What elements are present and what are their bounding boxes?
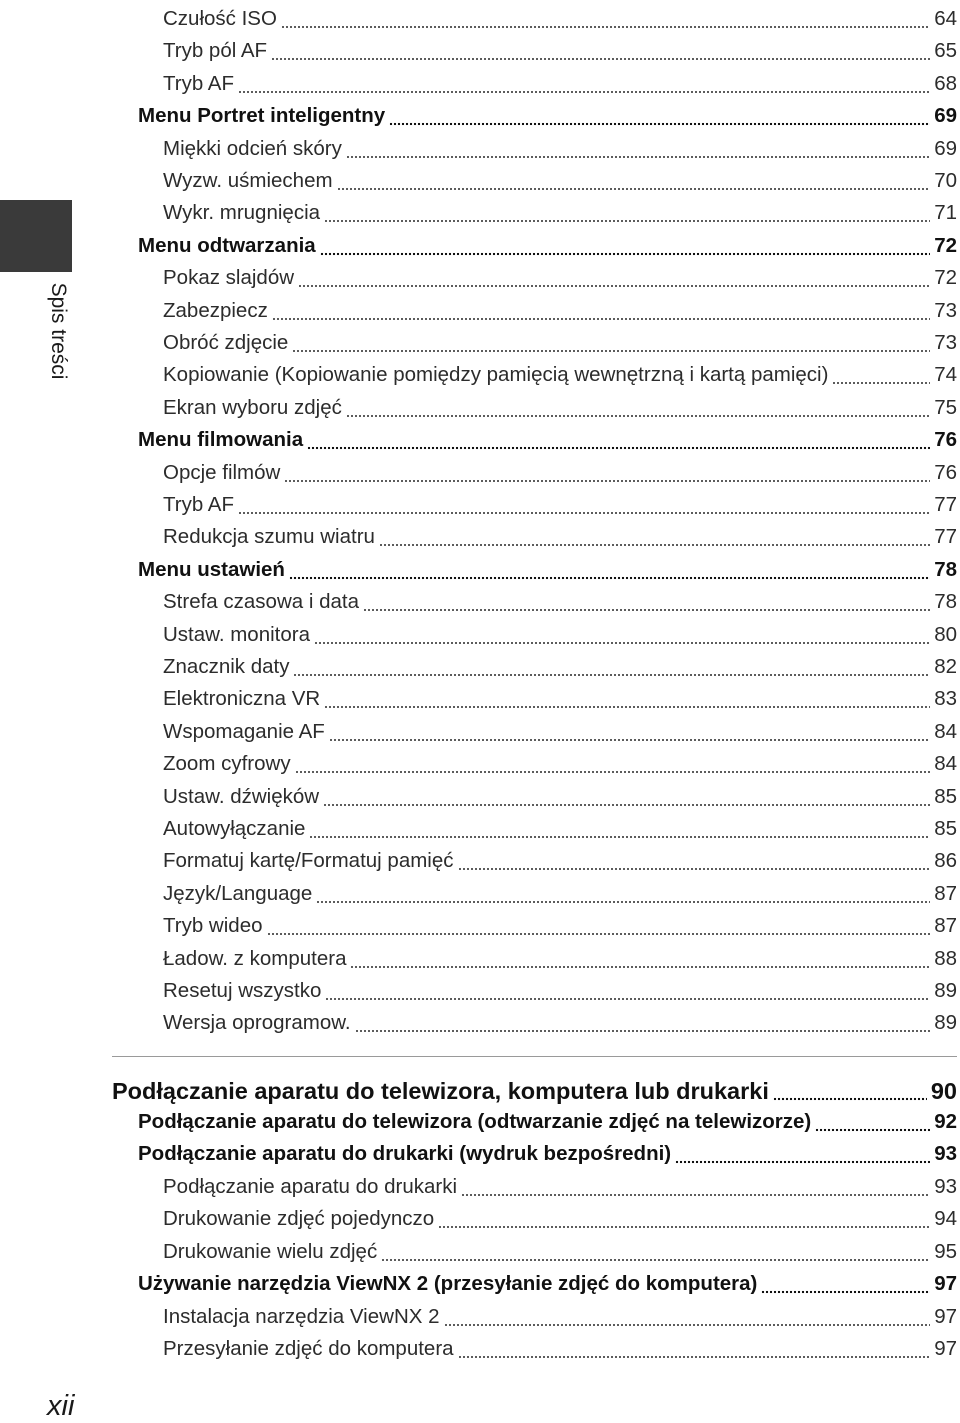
toc-entry-page: 95 (934, 1239, 957, 1263)
dot-leader (350, 946, 930, 972)
dot-leader (320, 233, 931, 259)
toc-entry-label: Wykr. mrugnięcia (163, 201, 321, 225)
toc-entry-label: Menu filmowania (138, 428, 304, 452)
toc-entry[interactable] (163, 972, 957, 1004)
toc-entry-label: Znacznik daty (163, 655, 290, 678)
dot-leader (675, 1141, 930, 1167)
toc-entry-label: Ustaw. dźwięków (163, 784, 320, 808)
toc-entry[interactable] (163, 778, 957, 810)
toc-entry-label: Tryb wideo (163, 914, 263, 938)
toc-entry[interactable] (163, 259, 957, 291)
toc-entry[interactable] (163, 940, 957, 972)
toc-entry[interactable] (163, 0, 957, 32)
toc-entry-label: Drukowanie zdjęć pojedynczo (163, 1207, 435, 1230)
toc-entry-page: 73 (934, 298, 957, 322)
toc-entry[interactable] (163, 1200, 957, 1232)
dot-leader (238, 492, 930, 518)
toc-entry[interactable] (163, 842, 957, 874)
dot-leader (324, 686, 930, 712)
toc-entry[interactable] (163, 324, 957, 356)
dot-leader (271, 38, 930, 64)
toc-entry-page: 85 (934, 784, 957, 808)
toc-entry-page: 70 (934, 169, 957, 192)
dot-leader (363, 589, 930, 615)
toc-entry-label: Czułość ISO (163, 7, 277, 30)
dot-leader (773, 1078, 927, 1104)
toc-entry[interactable] (163, 810, 957, 842)
dot-leader (832, 362, 930, 388)
toc-entry-page: 80 (934, 622, 957, 646)
toc-entry-page: 90 (930, 1078, 957, 1104)
dot-leader (281, 6, 930, 32)
toc-entry-page: 87 (934, 881, 957, 905)
toc-entry[interactable] (163, 486, 957, 518)
toc-entry-page: 68 (934, 71, 957, 95)
toc-entry[interactable] (163, 1004, 957, 1036)
toc-entry-label: Wyzw. uśmiechem (163, 169, 333, 192)
toc-entry-label: Podłączanie aparatu do telewizora (odtwarzanie zdjęć na telewizorze) (138, 1109, 812, 1133)
toc-entry-label: Elektroniczna VR (163, 687, 321, 711)
toc-entry-label: Przesyłanie zdjęć do komputera (163, 1337, 454, 1360)
page-number: xii (47, 1390, 75, 1422)
toc-entry-page: 87 (934, 914, 957, 938)
toc-entry-label: Resetuj wszystko (163, 979, 322, 1002)
toc-entry-label: Drukowanie wielu zdjęć (163, 1239, 378, 1263)
dot-leader (284, 460, 930, 486)
dot-leader (355, 1010, 931, 1036)
dot-leader (761, 1271, 930, 1297)
dot-leader (438, 1206, 930, 1232)
toc-entry-label: Język/Language (163, 881, 313, 905)
toc-entry[interactable] (163, 1330, 957, 1362)
toc-entry-page: 77 (934, 493, 957, 516)
toc-entry-page: 78 (934, 557, 957, 581)
toc-entry-page: 93 (934, 1142, 957, 1165)
toc-entry-label: Menu odtwarzania (138, 233, 316, 257)
toc-entry-page: 65 (934, 39, 957, 63)
toc-entry-page: 71 (934, 201, 957, 225)
toc-entry[interactable] (163, 745, 957, 777)
toc-entry-label: Autowyłączanie (163, 817, 306, 840)
toc-entry-label: Tryb AF (163, 71, 234, 95)
toc-entry-page: 84 (934, 752, 957, 776)
toc-entry[interactable] (163, 583, 957, 615)
toc-entry-page: 69 (934, 136, 957, 160)
dot-leader (379, 524, 930, 550)
dot-leader (314, 622, 930, 648)
section-divider (112, 1056, 957, 1057)
toc-entry[interactable] (163, 1168, 957, 1200)
dot-leader (324, 200, 930, 226)
toc-entry[interactable] (163, 65, 957, 97)
toc-entry[interactable] (163, 907, 957, 939)
dot-leader (389, 103, 930, 129)
toc-entry[interactable] (163, 162, 957, 194)
toc-entry-label: Menu ustawień (138, 557, 285, 581)
toc-entry[interactable] (163, 616, 957, 648)
dot-leader (346, 395, 930, 421)
chapter-side-label: Spis treści (47, 282, 70, 380)
toc-entry-label: Tryb AF (163, 493, 234, 516)
toc-entry-page: 97 (934, 1304, 957, 1328)
toc-entry-page: 89 (934, 1011, 957, 1035)
toc-entry-page: 76 (934, 460, 957, 484)
dot-leader (329, 719, 930, 745)
toc-entry-label: Podłączanie aparatu do telewizora, komputera lub drukarki (112, 1078, 769, 1104)
toc-entry-label: Wersja oprogramow. (163, 1011, 351, 1035)
dot-leader (298, 265, 930, 291)
toc-entry-label: Redukcja szumu wiatru (163, 525, 375, 549)
toc-entry[interactable] (163, 648, 957, 680)
toc-entry[interactable] (163, 194, 957, 226)
dot-leader (337, 168, 931, 194)
toc-entry-page: 78 (934, 590, 957, 614)
toc-entry-label: Strefa czasowa i data (163, 590, 359, 614)
dot-leader (381, 1239, 930, 1265)
toc-entry[interactable] (163, 875, 957, 907)
toc-entry[interactable] (163, 1233, 957, 1265)
dot-leader (307, 427, 930, 453)
dot-leader (295, 751, 931, 777)
toc-entry[interactable] (163, 356, 957, 388)
toc-entry-page: 64 (934, 7, 957, 30)
toc-entry-label: Używanie narzędzia ViewNX 2 (przesyłanie zdjęć do komputera) (138, 1272, 758, 1295)
toc-entry-label: Ustaw. monitora (163, 622, 310, 646)
toc-entry-page: 72 (934, 233, 957, 257)
toc-entry-page: 84 (934, 719, 957, 743)
dot-leader (444, 1304, 931, 1330)
dot-leader (815, 1109, 930, 1135)
toc-entry-label: Podłączanie aparatu do drukarki (wydruk bezpośredni) (138, 1142, 672, 1165)
dot-leader (267, 913, 931, 939)
toc-entry-page: 92 (934, 1109, 957, 1133)
toc-entry-label: Menu Portret inteligentny (138, 104, 386, 128)
dot-leader (293, 654, 930, 680)
dot-leader (325, 978, 930, 1004)
toc-entry-label: Kopiowanie (Kopiowanie pomiędzy pamięcią wewnętrzną i kartą pamięci) (163, 363, 829, 387)
toc-entry[interactable] (138, 227, 957, 259)
toc-entry[interactable] (163, 680, 957, 712)
toc-entry-label: Miękki odcień skóry (163, 136, 342, 160)
toc-entry-label: Wspomaganie AF (163, 719, 325, 743)
toc-entry-page: 97 (934, 1337, 957, 1360)
toc-entry-label: Ekran wyboru zdjęć (163, 395, 342, 419)
dot-leader (309, 816, 930, 842)
toc-entry-label: Instalacja narzędzia ViewNX 2 (163, 1304, 440, 1328)
toc-entry[interactable] (163, 32, 957, 64)
toc-entry-page: 85 (934, 817, 957, 840)
toc-entry[interactable] (163, 1298, 957, 1330)
toc-entry-label: Tryb pól AF (163, 39, 268, 63)
toc-entry-label: Zoom cyfrowy (163, 752, 291, 776)
dot-leader (461, 1174, 930, 1200)
toc-entry-label: Opcje filmów (163, 460, 281, 484)
dot-leader (238, 71, 930, 97)
toc-entry-page: 69 (934, 104, 957, 128)
toc-entry-page: 77 (934, 525, 957, 549)
toc-entry[interactable] (138, 1135, 957, 1167)
toc-entry-page: 74 (934, 363, 957, 387)
toc-entry-page: 94 (934, 1207, 957, 1230)
toc-entry[interactable] (163, 518, 957, 550)
toc-entry-page: 83 (934, 687, 957, 711)
toc-entry-page: 73 (934, 331, 957, 354)
dot-leader (346, 136, 930, 162)
toc-entry-page: 75 (934, 395, 957, 419)
toc-entry-page: 86 (934, 849, 957, 873)
toc-entry[interactable] (112, 1070, 957, 1104)
dot-leader (323, 784, 930, 810)
toc-entry-page: 93 (934, 1174, 957, 1198)
dot-leader (292, 330, 930, 356)
dot-leader (289, 557, 930, 583)
toc-entry[interactable] (163, 454, 957, 486)
toc-entry-page: 88 (934, 946, 957, 970)
dot-leader (458, 848, 931, 874)
toc-entry[interactable] (163, 130, 957, 162)
toc-entry[interactable] (138, 97, 957, 129)
toc-entry-page: 89 (934, 979, 957, 1002)
toc-entry-label: Ładow. z komputera (163, 946, 347, 970)
dot-leader (458, 1336, 931, 1362)
toc-entry-page: 97 (934, 1272, 957, 1295)
toc-entry[interactable] (138, 421, 957, 453)
toc-entry-page: 76 (934, 428, 957, 452)
dot-leader (272, 298, 930, 324)
toc-entry[interactable] (138, 1103, 957, 1135)
toc-entry-page: 72 (934, 266, 957, 290)
toc-entry-label: Zabezpiecz (163, 298, 268, 322)
toc-entry-label: Obróć zdjęcie (163, 331, 289, 354)
toc-entry-page: 82 (934, 655, 957, 678)
toc-entry[interactable] (163, 389, 957, 421)
dot-leader (316, 881, 930, 907)
toc-entry-label: Formatuj kartę/Formatuj pamięć (163, 849, 454, 873)
toc-entry[interactable] (163, 713, 957, 745)
toc-entry-label: Podłączanie aparatu do drukarki (163, 1174, 458, 1198)
toc-entry[interactable] (138, 551, 957, 583)
toc-entry[interactable] (138, 1265, 957, 1297)
toc-entry[interactable] (163, 292, 957, 324)
toc-entry-label: Pokaz slajdów (163, 266, 295, 290)
